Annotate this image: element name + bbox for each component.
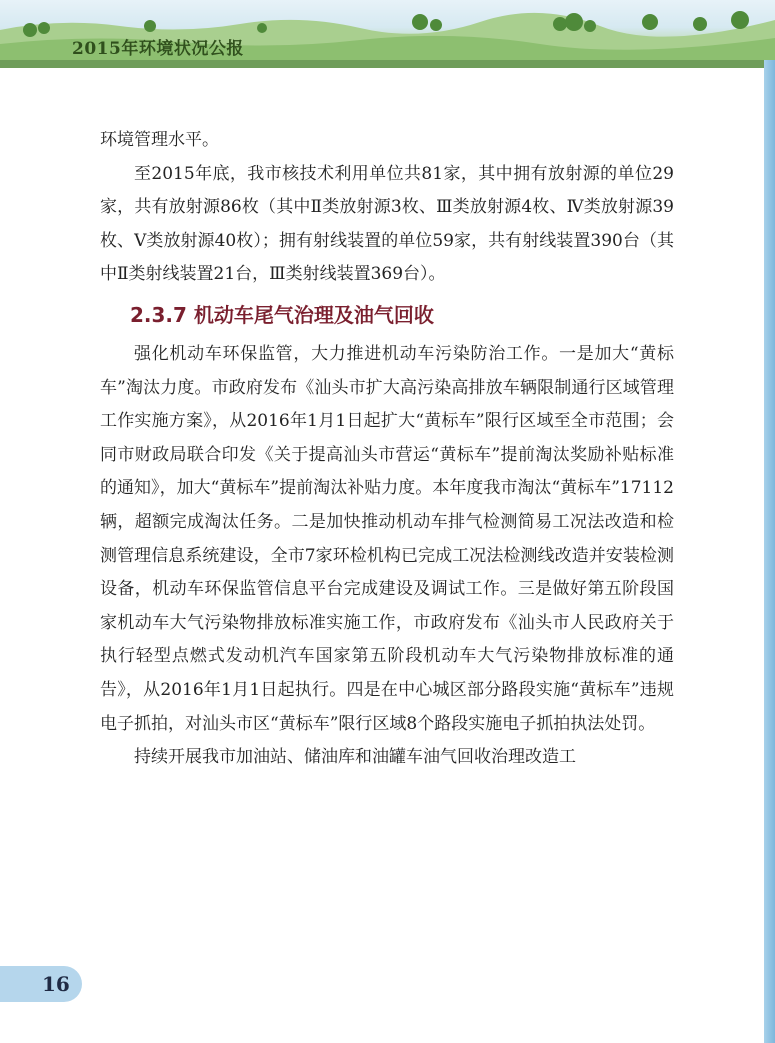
paragraph-oil-vapor-recovery: 持续开展我市加油站、储油库和油罐车油气回收治理改造工 — [134, 747, 576, 768]
header-banner — [0, 0, 775, 68]
paragraph-nuclear-technology: 至2015年底，我市核技术利用单位共81家，其中拥有放射源的单位29家，共有放射源86枚（其中Ⅱ类放射源3枚、Ⅲ类放射源4枚、Ⅳ类放射源39枚、Ⅴ类放射源40枚）；拥有射线装置的单位59家，共有射线装置390台（其中Ⅱ类射线装置21台，Ⅲ类射线装置369台）。 — [100, 163, 674, 285]
section-heading: 2.3.7 机动车尾气治理及油气回收 — [130, 302, 434, 327]
side-decoration-strip — [764, 60, 775, 1043]
paragraph-continuation: 环境管理水平。 — [100, 130, 219, 150]
article-body — [100, 124, 674, 775]
publication-title: 2015年环境状况公报 — [72, 39, 244, 59]
paragraph-vehicle-emissions: 强化机动车环保监管，大力推进机动车污染防治工作。一是加大“黄标车”淘汰力度。市政府发布《汕头市扩大高污染高排放车辆限制通行区域管理工作实施方案》，从2016年1月1日起扩大“黄标车”限行区域至全市范围；会同市财政局联合印发《关于提高汕头市营运“黄标车”提前淘汰奖励补贴标准的通知》，加大“黄标车”提前淘汰补贴力度。本年度我市淘汰“黄标车”17112辆，超额完成淘汰任务。二是加快推动机动车排气检测简易工况法改造和检测管理信息系统建设，全市7家环检机构已完成工况法检测线改造并安装检测设备，机动车环保监管信息平台完成建设及调试工作。三是做好第五阶段国家机动车大气污染物排放标准实施工作，市政府发布《汕头市人民政府关于执行轻型点燃式发动机汽车国家第五阶段机动车大气污染物排放标准的通告》，从2016年1月1日起执行。四是在中心城区部分路段实施“黄标车”违规电子抓拍，对汕头市区“黄标车”限行区域8个路段实施电子抓拍执法处罚。 — [100, 343, 674, 734]
page-number: 16 — [42, 972, 70, 996]
